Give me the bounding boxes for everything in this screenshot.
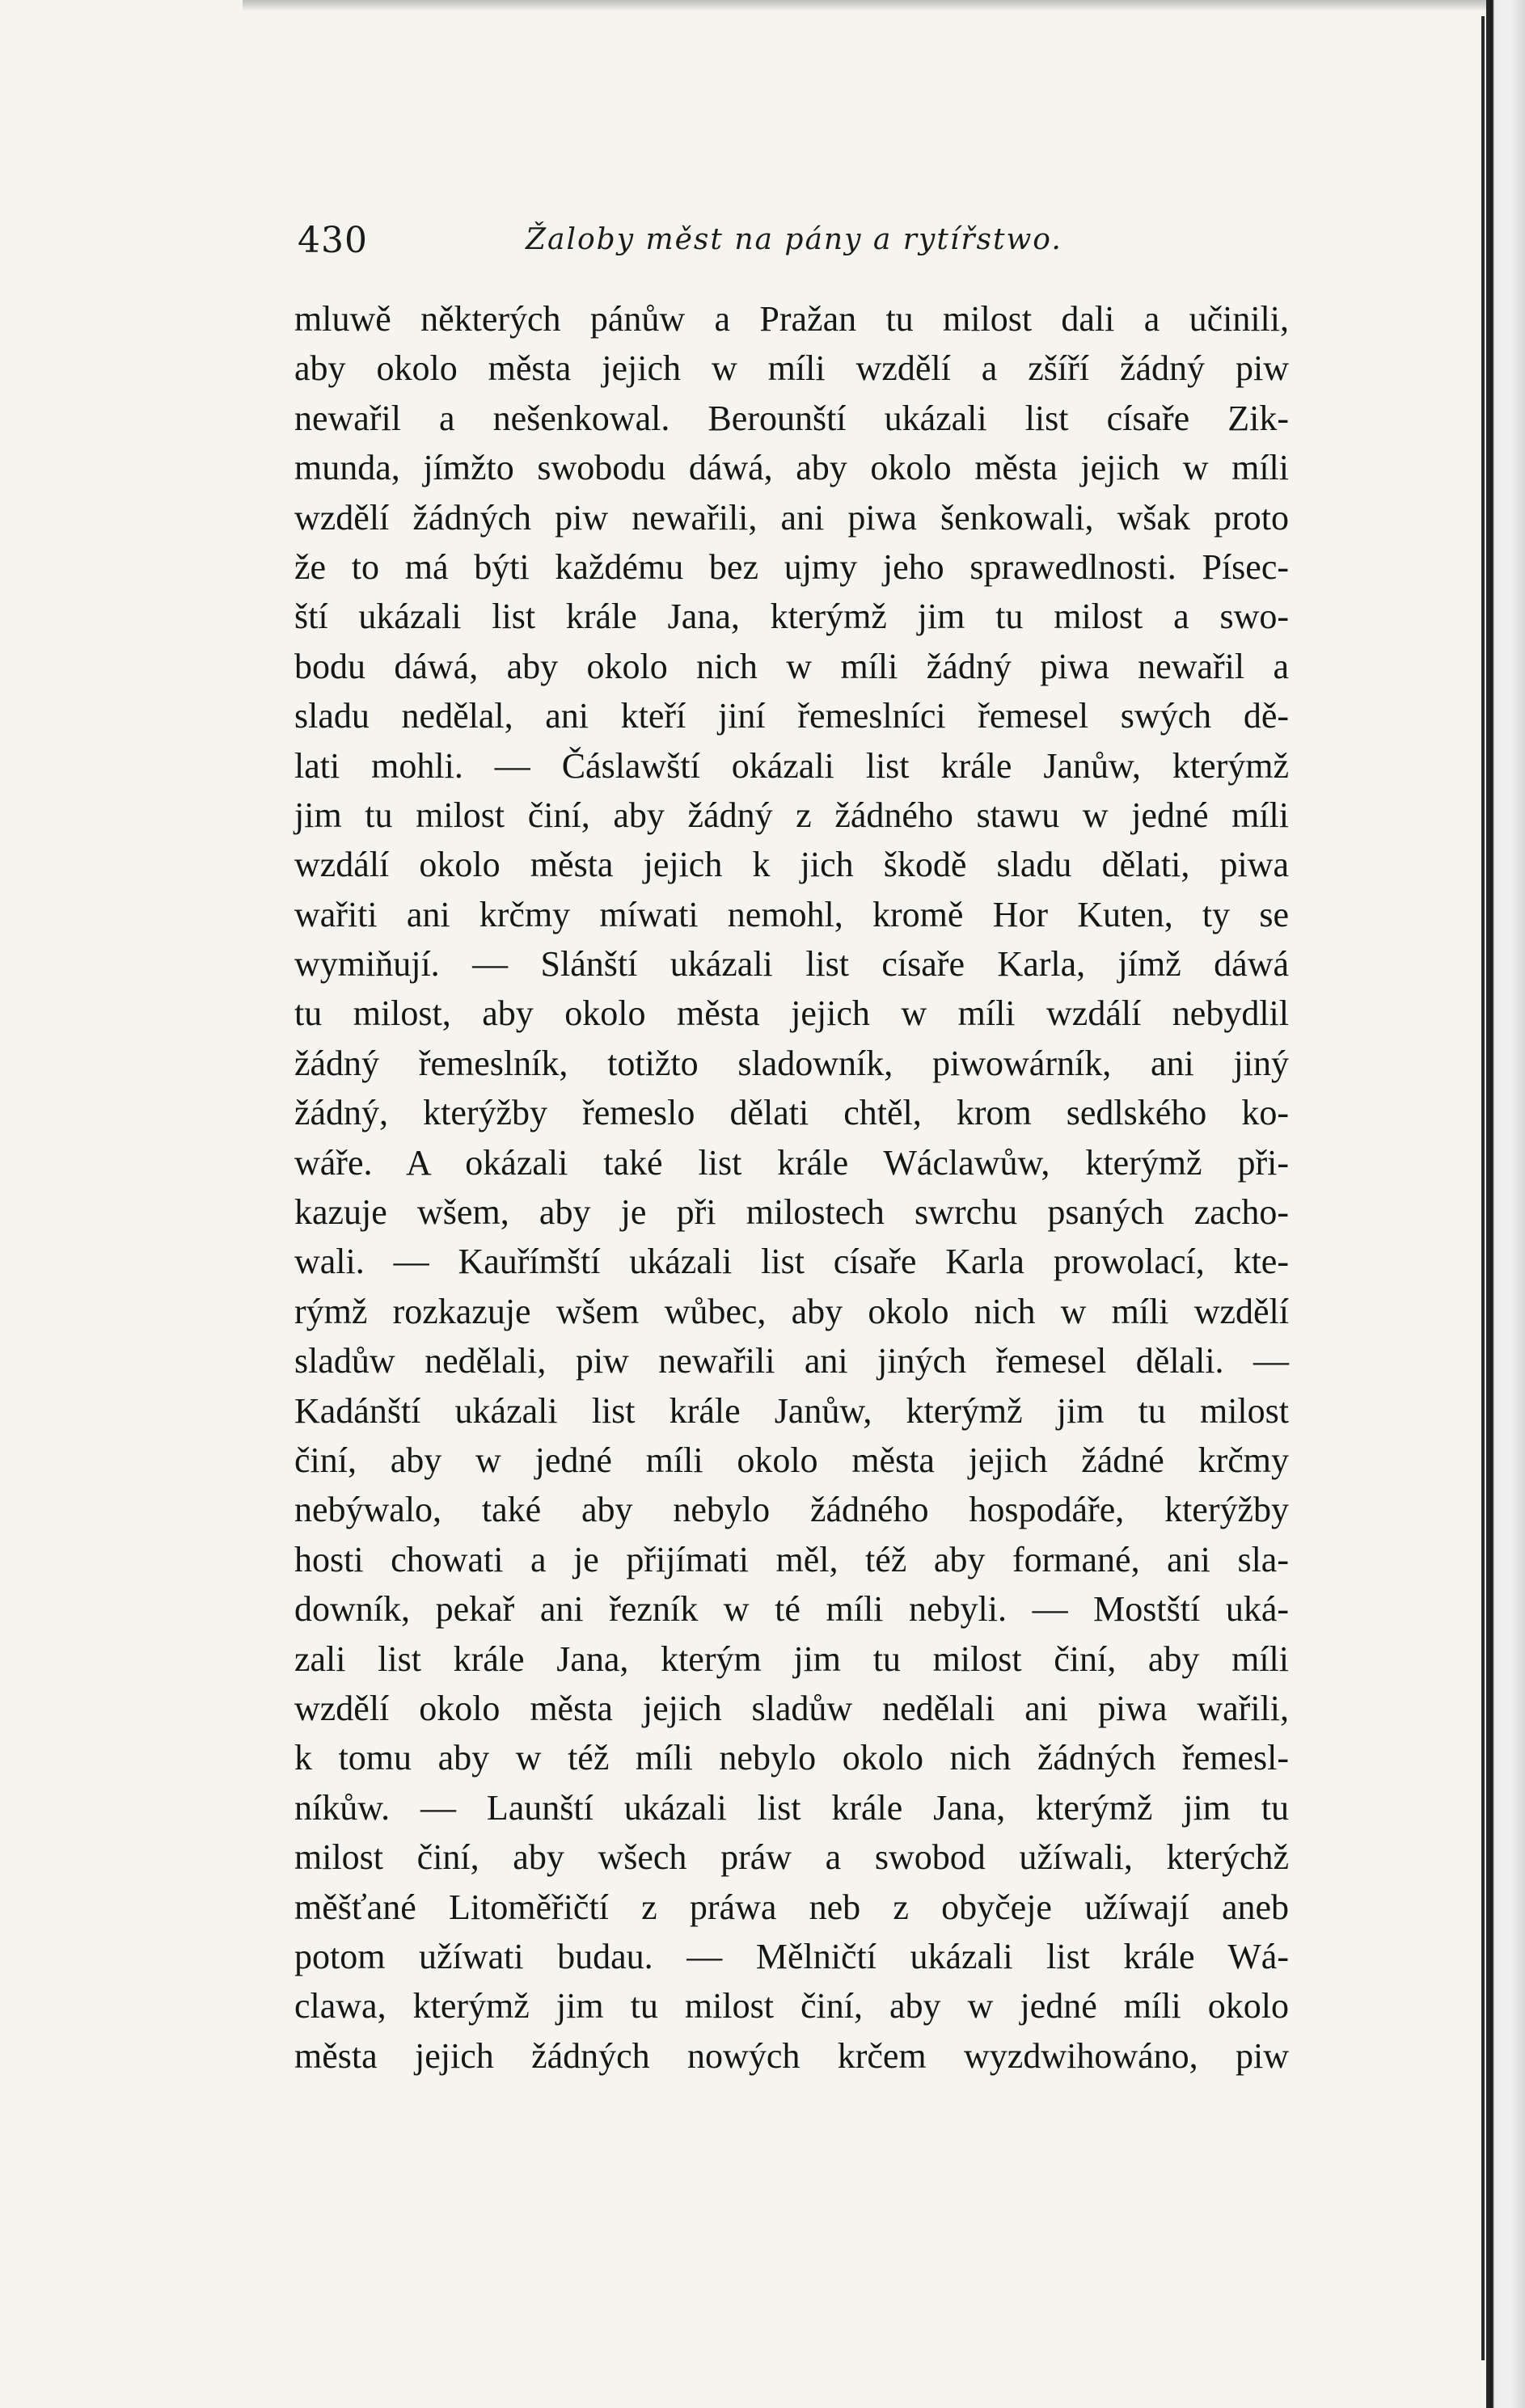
text-line: žádný, kterýžby řemeslo dělati chtěl, krom sedlského ko- xyxy=(294,1093,1289,1133)
text-line: wali. — Kauřímští ukázali list císaře Karla prowolací, kte- xyxy=(294,1242,1289,1282)
text-line: wymiňují. — Slánští ukázali list císaře Karla, jímž dáwá xyxy=(294,944,1289,985)
page-header xyxy=(298,220,1300,268)
page-number: 430 xyxy=(298,220,368,261)
text-line: kazuje wšem, aby je při milostech swrchu psaných zacho- xyxy=(294,1192,1289,1233)
text-line: milost činí, aby wšech práw a swobod užíwali, kterýchž xyxy=(294,1837,1289,1878)
text-line: města jejich žádných nowých krčem wyzdwihowáno, piw xyxy=(294,2035,1289,2076)
text-line: hosti chowati a je přijímati měl, též aby formané, ani sla- xyxy=(294,1539,1289,1579)
text-line: Kadánští ukázali list krále Janůw, kterýmž jim tu milost xyxy=(294,1390,1289,1431)
text-line: zali list krále Jana, kterým jim tu milost činí, aby míli xyxy=(294,1638,1289,1679)
text-line: sladu nedělal, ani kteří jiní řemeslníci řemesel swých dě- xyxy=(294,696,1289,736)
text-line: tu milost, aby okolo města jejich w míli wzdálí nebydlil xyxy=(294,993,1289,1034)
page-right-margin-scan-edge xyxy=(1486,0,1525,2408)
text-line: k tomu aby w též míli nebylo okolo nich žádných řemesl- xyxy=(294,1738,1289,1778)
running-title: Žaloby měst na pány a rytířstwo. xyxy=(526,223,1062,256)
text-line: mluwě některých pánůw a Pražan tu milost dali a učinili, xyxy=(294,299,1289,339)
text-line: sladůw nedělali, piw newařili ani jiných řemesel dělali. — xyxy=(294,1341,1289,1381)
text-line: rýmž rozkazuje wšem wůbec, aby okolo nich w míli wzdělí xyxy=(294,1291,1289,1331)
text-line: ští ukázali list krále Jana, kterýmž jim tu milost a swo- xyxy=(294,597,1289,637)
body-text xyxy=(294,294,1289,2081)
text-line: wařiti ani krčmy míwati nemohl, kromě Hor Kuten, ty se xyxy=(294,894,1289,934)
text-line: že to má býti každému bez ujmy jeho sprawedlnosti. Písec- xyxy=(294,546,1289,587)
page-top-shadow xyxy=(243,0,1488,11)
text-line: wzdálí okolo města jejich k jich škodě sladu dělati, piwa xyxy=(294,845,1289,885)
text-line: clawa, kterýmž jim tu milost činí, aby w jedné míli okolo xyxy=(294,1986,1289,2026)
text-line: wzdělí žádných piw newařili, ani piwa šenkowali, wšak proto xyxy=(294,497,1289,538)
text-line: žádný řemeslník, totižto sladowník, piwowárník, ani jiný xyxy=(294,1043,1289,1083)
text-line: wzdělí okolo města jejich sladůw nedělali ani piwa wařili, xyxy=(294,1688,1289,1728)
page-binding-edge xyxy=(1481,16,1485,2360)
text-line: munda, jímžto swobodu dáwá, aby okolo města jejich w míli xyxy=(294,448,1289,488)
text-line: wáře. A okázali také list krále Wáclawůw, kterýmž při- xyxy=(294,1142,1289,1183)
text-line: činí, aby w jedné míli okolo města jejich žádné krčmy xyxy=(294,1440,1289,1480)
text-line: jim tu milost činí, aby žádný z žádného stawu w jedné míli xyxy=(294,795,1289,835)
text-line: bodu dáwá, aby okolo nich w míli žádný piwa newařil a xyxy=(294,646,1289,686)
text-line: níkůw. — Launští ukázali list krále Jana, kterýmž jim tu xyxy=(294,1787,1289,1828)
text-line: měšťané Litoměřičtí z práwa neb z obyčeje užíwají aneb xyxy=(294,1887,1289,1927)
text-line: nebýwalo, také aby nebylo žádného hospodáře, kterýžby xyxy=(294,1490,1289,1530)
text-line: downík, pekař ani řezník w té míli nebyli. — Mostští uká- xyxy=(294,1589,1289,1630)
text-line: potom užíwati budau. — Mělničtí ukázali list krále Wá- xyxy=(294,1936,1289,1976)
text-line: lati mohli. — Čáslawští okázali list krále Janůw, kterýmž xyxy=(294,745,1289,786)
text-line: aby okolo města jejich w míli wzdělí a zšíří žádný piw xyxy=(294,348,1289,389)
text-line: newařil a nešenkowal. Berounští ukázali list císaře Zik- xyxy=(294,398,1289,438)
